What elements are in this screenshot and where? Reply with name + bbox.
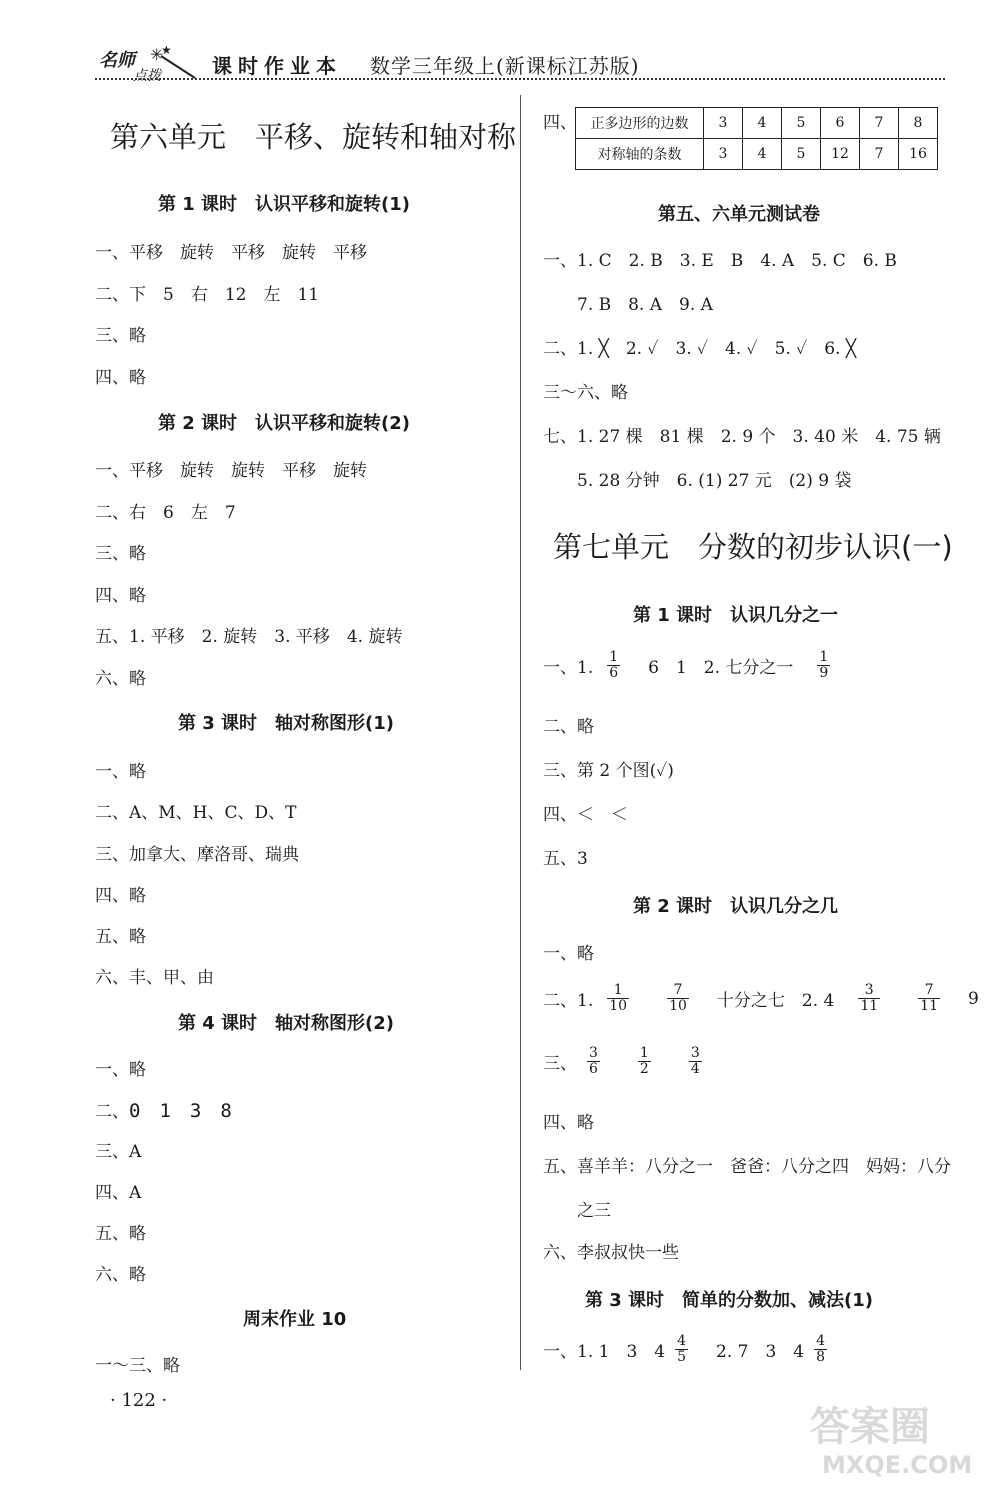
table-cell: 7 <box>860 108 899 139</box>
answer-line: 7. B 8. A 9. A <box>577 295 713 315</box>
denominator: 6 <box>609 665 619 681</box>
unit-title-6: 第六单元 平移、旋转和轴对称 <box>110 120 517 154</box>
table-row <box>576 139 938 170</box>
answer-line: 三、第 2 个图(✓) <box>543 761 674 781</box>
fraction <box>817 650 844 681</box>
answer-line: 六、丰、甲、由 <box>95 968 214 988</box>
answer-line: 五、略 <box>95 927 146 947</box>
answer-line: 三、加拿大、摩洛哥、瑞典 <box>95 845 299 865</box>
answer-line: 一、平移 旋转 旋转 平移 旋转 <box>95 461 367 481</box>
fraction <box>918 983 954 1014</box>
watermark-url: MXQE.COM <box>822 1451 973 1479</box>
fraction <box>858 983 894 1014</box>
table-cell: 3 <box>704 108 743 139</box>
answer-line: 一、略 <box>95 762 146 782</box>
answer-label: 二、 <box>95 1102 129 1122</box>
answer-line: 五、1. 平移 2. 旋转 3. 平移 4. 旋转 <box>95 627 403 647</box>
fraction <box>587 1046 614 1077</box>
table-cell: 正多边形的边数 <box>576 108 704 139</box>
answer-line: 四、＜ ＜ <box>543 805 628 825</box>
symmetry-table <box>575 107 938 170</box>
table-cell: 4 <box>743 139 782 170</box>
lesson-title: 第 4 课时 轴对称图形(2) <box>178 1013 395 1034</box>
numerator: 1 <box>639 1045 649 1061</box>
lesson-title: 第五、六单元测试卷 <box>658 204 820 225</box>
answer-line: 三、略 <box>95 544 146 564</box>
answer-line: 六、略 <box>95 1265 146 1285</box>
numerator: 7 <box>673 982 683 998</box>
answer-text: 9 <box>968 988 979 1009</box>
answer-line: 二、右 6 左 7 <box>95 503 236 523</box>
answer-label: 四、 <box>543 113 577 133</box>
lesson-title: 第 1 课时 认识几分之一 <box>633 605 839 626</box>
answer-text: 一、1. 1 3 4 <box>543 1342 666 1362</box>
table-cell: 7 <box>860 139 899 170</box>
table-cell: 4 <box>743 108 782 139</box>
lesson-title: 第 2 课时 认识平移和旋转(2) <box>158 413 411 434</box>
answer-line <box>543 983 993 1014</box>
fraction <box>667 983 703 1014</box>
answer-line: 一、平移 旋转 平移 旋转 平移 <box>95 243 367 263</box>
svg-text:点拨: 点拨 <box>133 68 161 82</box>
table-cell: 12 <box>821 139 860 170</box>
answer-text: 一、1. <box>543 658 594 678</box>
answer-line: 五、喜羊羊：八分之一 爸爸：八分之四 妈妈：八分 <box>543 1157 951 1177</box>
lesson-title: 第 1 课时 认识平移和旋转(1) <box>158 194 411 215</box>
denominator: 4 <box>690 1061 700 1077</box>
answer-line: 5. 28 分钟 6. (1) 27 元 (2) 9 袋 <box>577 471 852 491</box>
table-cell: 6 <box>821 108 860 139</box>
answer-line: 四、A <box>95 1183 142 1203</box>
answer-text: 2. 7 3 4 <box>716 1342 805 1362</box>
svg-text:名师: 名师 <box>99 50 135 71</box>
table-cell: 对称轴的条数 <box>576 139 704 170</box>
answer-line: 四、略 <box>95 886 146 906</box>
fraction <box>638 1046 665 1077</box>
lesson-title: 周末作业 10 <box>243 1309 347 1330</box>
fraction <box>675 1334 702 1365</box>
answer-line: 六、李叔叔快一些 <box>543 1243 679 1263</box>
page-number: · 122 · <box>110 1390 168 1411</box>
digital-digits: 0 1 3 8 <box>129 1100 232 1122</box>
lesson-title: 第 2 课时 认识几分之几 <box>633 896 839 917</box>
answer-line: 一、1. C 2. B 3. E B 4. A 5. C 6. B <box>543 251 897 271</box>
answer-line: 五、3 <box>543 849 588 869</box>
fraction <box>607 983 643 1014</box>
answer-line <box>543 1334 855 1365</box>
svg-text:★: ★ <box>161 43 172 57</box>
answer-line: 四、略 <box>543 1113 594 1133</box>
svg-text:✳: ✳ <box>150 45 164 64</box>
numerator: 1 <box>819 649 829 665</box>
book-subject: 数学三年级上(新课标江苏版) <box>370 54 640 78</box>
table-cell: 16 <box>899 139 938 170</box>
publisher-logo <box>95 42 205 82</box>
answer-line: 三、A <box>95 1142 142 1162</box>
answer-line: 一～三、略 <box>95 1356 180 1376</box>
denominator: 11 <box>860 998 879 1014</box>
answer-line: 二、A、M、H、C、D、T <box>95 803 297 823</box>
table-cell: 5 <box>782 108 821 139</box>
answer-line: 一、略 <box>543 944 594 964</box>
answer-line <box>543 650 858 681</box>
table-cell: 3 <box>704 139 743 170</box>
answer-line: 四、略 <box>95 586 146 606</box>
answer-line: 四、略 <box>95 368 146 388</box>
numerator: 1 <box>609 649 619 665</box>
answer-text: 二、1. <box>543 991 594 1011</box>
answer-line: 一、略 <box>95 1060 146 1080</box>
numerator: 1 <box>613 982 623 998</box>
watermark-text: 答案圈 <box>810 1404 930 1450</box>
answer-line: 二、1. ╳ 2. ✓ 3. ✓ 4. ✓ 5. ✓ 6. ╳ <box>543 339 857 359</box>
table-cell: 8 <box>899 108 938 139</box>
denominator: 9 <box>819 665 829 681</box>
watermark-logo <box>800 1395 990 1480</box>
fraction <box>689 1046 716 1077</box>
fraction <box>814 1334 841 1365</box>
answer-line: 六、略 <box>95 669 146 689</box>
answer-text: 三、 <box>543 1054 577 1074</box>
numerator: 7 <box>924 982 934 998</box>
header-rule <box>95 78 945 80</box>
answer-line: 五、略 <box>95 1224 146 1244</box>
numerator: 3 <box>690 1045 700 1061</box>
column-divider <box>520 95 521 1370</box>
lesson-title: 第 3 课时 轴对称图形(1) <box>178 713 395 734</box>
lesson-title: 第 3 课时 简单的分数加、减法(1) <box>585 1290 874 1311</box>
answer-line: 三、略 <box>95 326 146 346</box>
denominator: 6 <box>589 1061 598 1077</box>
denominator: 8 <box>816 1349 825 1365</box>
fraction <box>607 650 634 681</box>
answer-line <box>95 1096 246 1123</box>
answer-text: 十分之七 2. 4 <box>716 991 835 1011</box>
table-row <box>576 108 938 139</box>
denominator: 5 <box>677 1349 686 1365</box>
answer-line: 二、略 <box>543 717 594 737</box>
answer-line: 七、1. 27 棵 81 棵 2. 9 个 3. 40 米 4. 75 辆 <box>543 427 941 447</box>
answer-text: 6 1 2. 七分之一 <box>648 658 794 678</box>
denominator: 10 <box>609 998 628 1014</box>
numerator: 4 <box>677 1333 686 1349</box>
answer-line <box>543 1046 730 1077</box>
unit-title-7: 第七单元 分数的初步认识(一) <box>553 530 953 564</box>
denominator: 10 <box>669 998 687 1014</box>
table-cell: 5 <box>782 139 821 170</box>
numerator: 3 <box>864 982 874 998</box>
numerator: 4 <box>816 1333 825 1349</box>
answer-line: 三～六、略 <box>543 383 628 403</box>
series-title: 课时作业本 <box>212 54 342 78</box>
answer-line: 之三 <box>577 1201 611 1221</box>
denominator: 11 <box>920 998 938 1014</box>
denominator: 2 <box>639 1061 649 1077</box>
answer-line: 二、下 5 右 12 左 11 <box>95 285 320 305</box>
numerator: 3 <box>589 1045 598 1061</box>
